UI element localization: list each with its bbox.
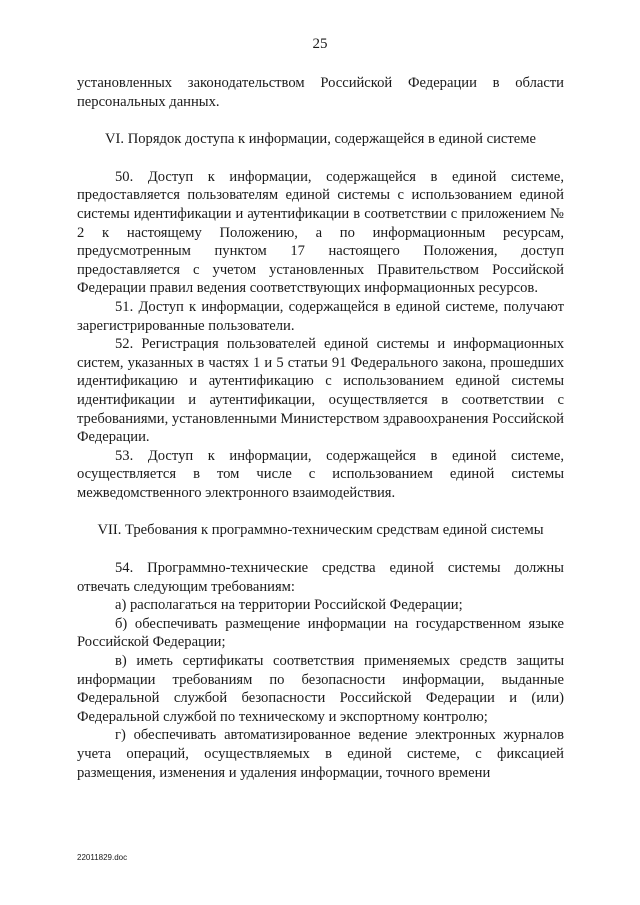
paragraph-51: 51. Доступ к информации, содержащейся в единой системе, получают зарегистрированные пользователи. <box>77 298 564 334</box>
paragraph-continuation: установленных законодательством Российской Федерации в области персональных данных. <box>77 75 564 110</box>
document-file-code: 22011829.doc <box>77 853 128 862</box>
paragraph-54-d: г) обеспечивать автоматизированное ведение электронных журналов учета операций, осуществляемых в единой системе, с фиксацией размещения, изменения и удаления информации, точного времени <box>77 727 564 781</box>
paragraph-54-a: а) располагаться на территории Российской Федерации; <box>115 597 463 614</box>
paragraph-50: 50. Доступ к информации, содержащейся в единой системе, предоставляется пользователям единой системы с использованием единой системы идентификации и аутентификации в соответствии с приложением № 2 к настоящему Положению, а по информационным ресурсам, предусмотренным пунктом 17 настоящего Положения, доступ предоставляется с учетом установленных Правительством Российской Федерации правил ведения соответствующих информационных ресурсов. <box>77 168 564 297</box>
page-number: 25 <box>312 36 328 52</box>
paragraph-53: 53. Доступ к информации, содержащейся в единой системе, осуществляется в том числе с использованием единой системы межведомственного электронного взаимодействия. <box>77 447 564 501</box>
document-body <box>77 74 564 782</box>
paragraph-54-b: б) обеспечивать размещение информации на государственном языке Российской Федерации; <box>77 615 564 651</box>
section-heading-vi: VI. Порядок доступа к информации, содержащейся в единой системе <box>105 131 536 148</box>
section-heading-vii: VII. Требования к программно-техническим средствам единой системы <box>97 522 544 539</box>
paragraph-54-c: в) иметь сертификаты соответствия применяемых средств защиты информации требованиям по безопасности информации, выданные Федеральной службой безопасности Российской Федерации и (или) Федеральной службой по техническому и экспортному контролю; <box>77 653 564 725</box>
paragraph-54: 54. Программно-технические средства единой системы должны отвечать следующим требованиям: <box>77 560 564 595</box>
paragraph-52: 52. Регистрация пользователей единой системы и информационных систем, указанных в частях 1 и 5 статьи 91 Федерального закона, прошедших идентификацию и аутентификацию с использованием единой системы идентификации и аутентификации, осуществляется в соответствии с требованиями, установленными Министерством здравоохранения Российской Федерации. <box>77 336 564 446</box>
